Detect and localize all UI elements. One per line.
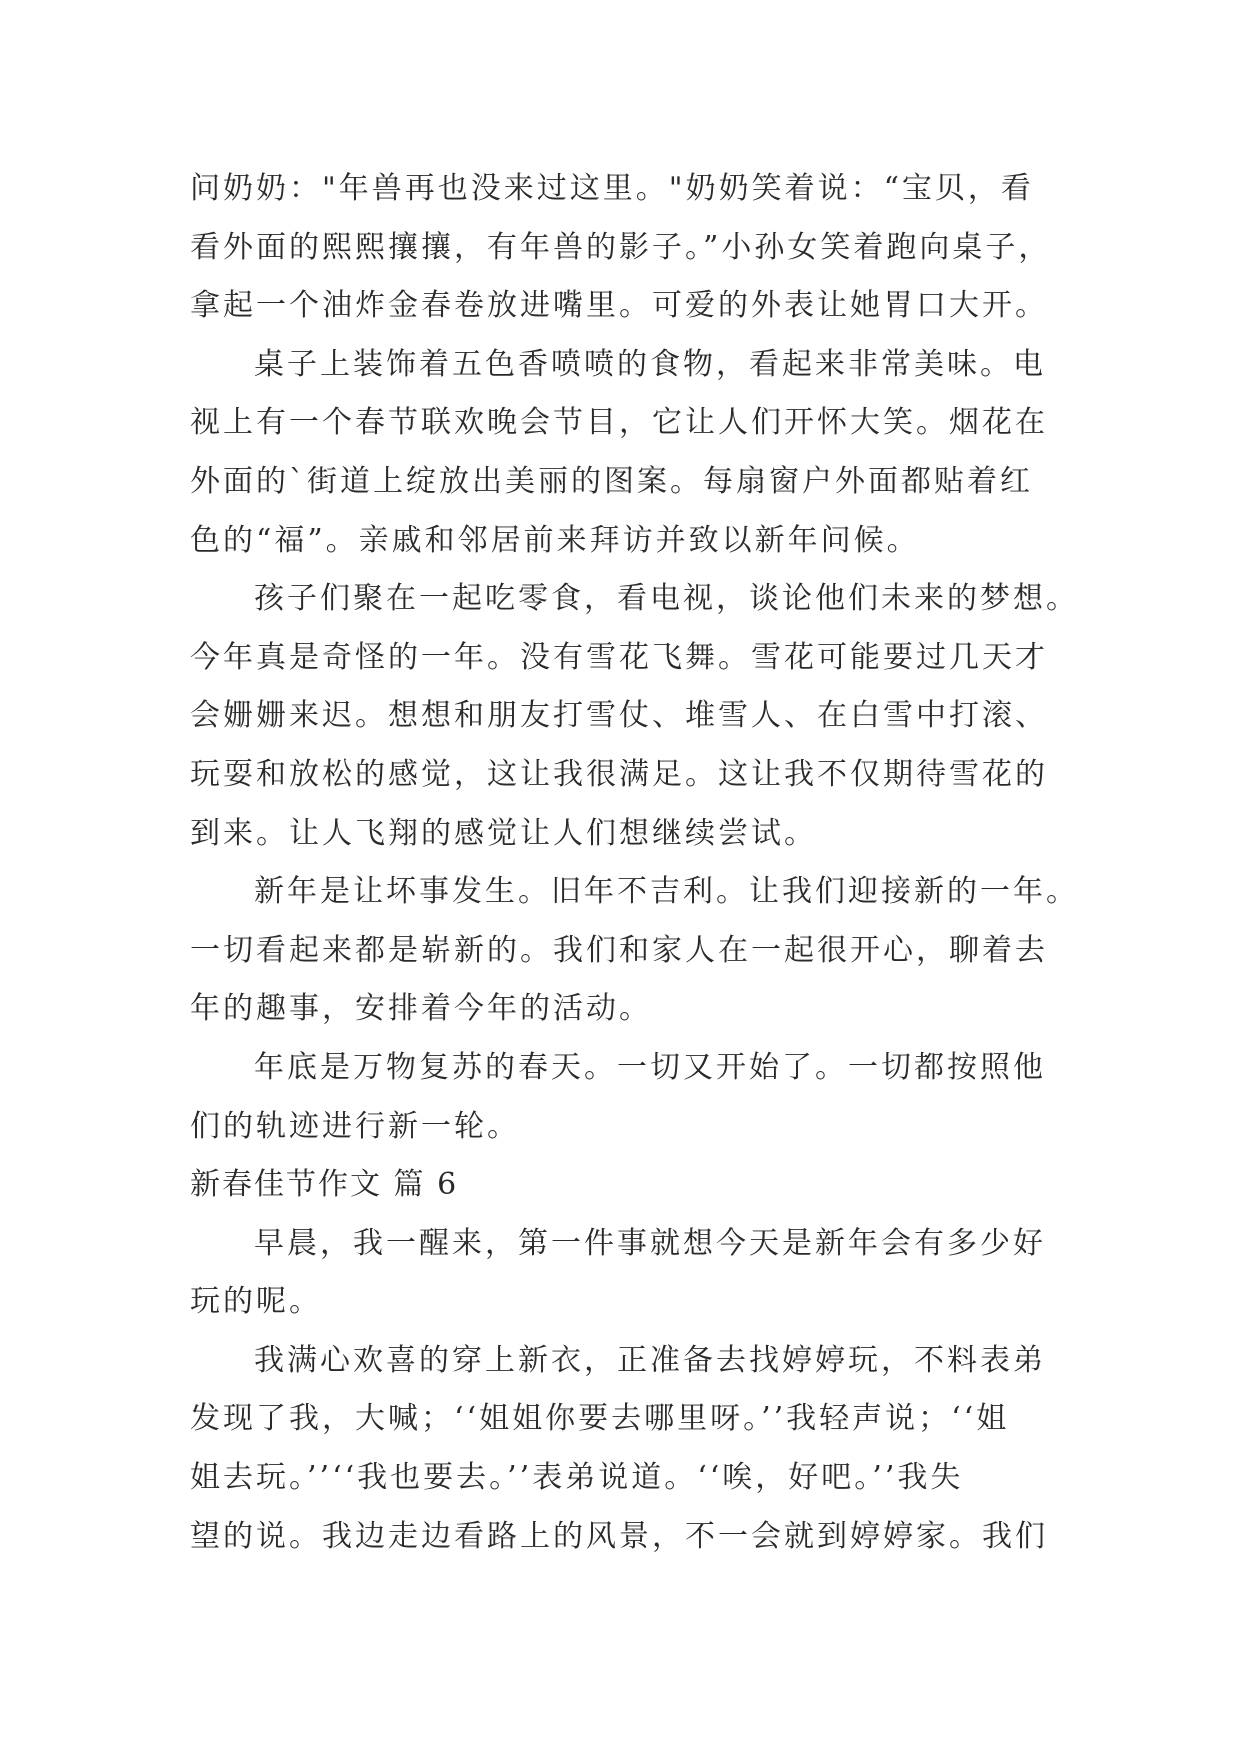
text-line: 们的轨迹进行新一轮。	[190, 1108, 520, 1144]
text-line: 玩耍和放松的感觉，这让我很满足。这让我不仅期待雪花的	[190, 756, 1048, 792]
text-line: 望的说。我边走边看路上的风景，不一会就到婷婷家。我们	[190, 1518, 1048, 1554]
text-line: 问奶奶："年兽再也没来过这里。"奶奶笑着说：“宝贝，看	[190, 171, 1034, 206]
paragraph-2	[190, 336, 1070, 570]
paragraph-5	[190, 1039, 1070, 1156]
text-line: 拿起一个油炸金春卷放进嘴里。可爱的外表让她胃口大开。	[190, 288, 1048, 324]
text-line: 视上有一个春节联欢晚会节目，它让人们开怀大笑。烟花在	[190, 405, 1048, 441]
paragraph-4	[190, 863, 1079, 1039]
paragraph-7	[190, 1332, 1070, 1566]
section-title: 新春佳节作文 篇 6	[190, 1167, 459, 1203]
text-line: 孩子们聚在一起吃零食，看电视，谈论他们未来的梦想。	[254, 581, 1079, 617]
paragraph-6	[190, 1215, 1070, 1332]
paragraph-1	[190, 160, 1070, 336]
text-line: 我满心欢喜的穿上新衣，正准备去找婷婷玩，不料表弟	[254, 1342, 1046, 1378]
text-line: 会姗姗来迟。想想和朋友打雪仗、堆雪人、在白雪中打滚、	[190, 698, 1048, 734]
text-line: 色的“福”。亲戚和邻居前来拜访并致以新年问候。	[190, 522, 920, 558]
text-line: 桌子上装饰着五色香喷喷的食物，看起来非常美味。电	[254, 346, 1046, 382]
text-line: 新年是让坏事发生。旧年不吉利。让我们迎接新的一年。	[254, 874, 1079, 910]
text-line: 发现了我，大喊；‘‘姐姐你要去哪里呀。’’我轻声说；‘‘姐	[190, 1401, 1010, 1437]
text-line: 外面的`街道上绽放出美丽的图案。每扇窗户外面都贴着红	[190, 463, 1033, 499]
text-line: 年的趣事，安排着今年的活动。	[190, 991, 652, 1027]
document-page	[190, 160, 1079, 1566]
text-line: 一切看起来都是崭新的。我们和家人在一起很开心，聊着去	[190, 932, 1048, 968]
text-line: 看外面的熙熙攘攘，有年兽的影子。”小孙女笑着跑向桌子，	[190, 229, 1052, 265]
paragraph-3	[190, 570, 1079, 863]
text-line: 今年真是奇怪的一年。没有雪花飞舞。雪花可能要过几天才	[190, 639, 1048, 675]
text-line: 早晨，我一醒来，第一件事就想今天是新年会有多少好	[254, 1225, 1046, 1261]
text-line: 年底是万物复苏的春天。一切又开始了。一切都按照他	[254, 1049, 1046, 1085]
text-line: 玩的呢。	[190, 1284, 322, 1320]
text-line: 姐去玩。’’‘‘我也要去。’’表弟说道。‘‘唉，好吧。’’我失	[190, 1460, 964, 1496]
text-line: 到来。让人飞翔的感觉让人们想继续尝试。	[190, 815, 817, 851]
